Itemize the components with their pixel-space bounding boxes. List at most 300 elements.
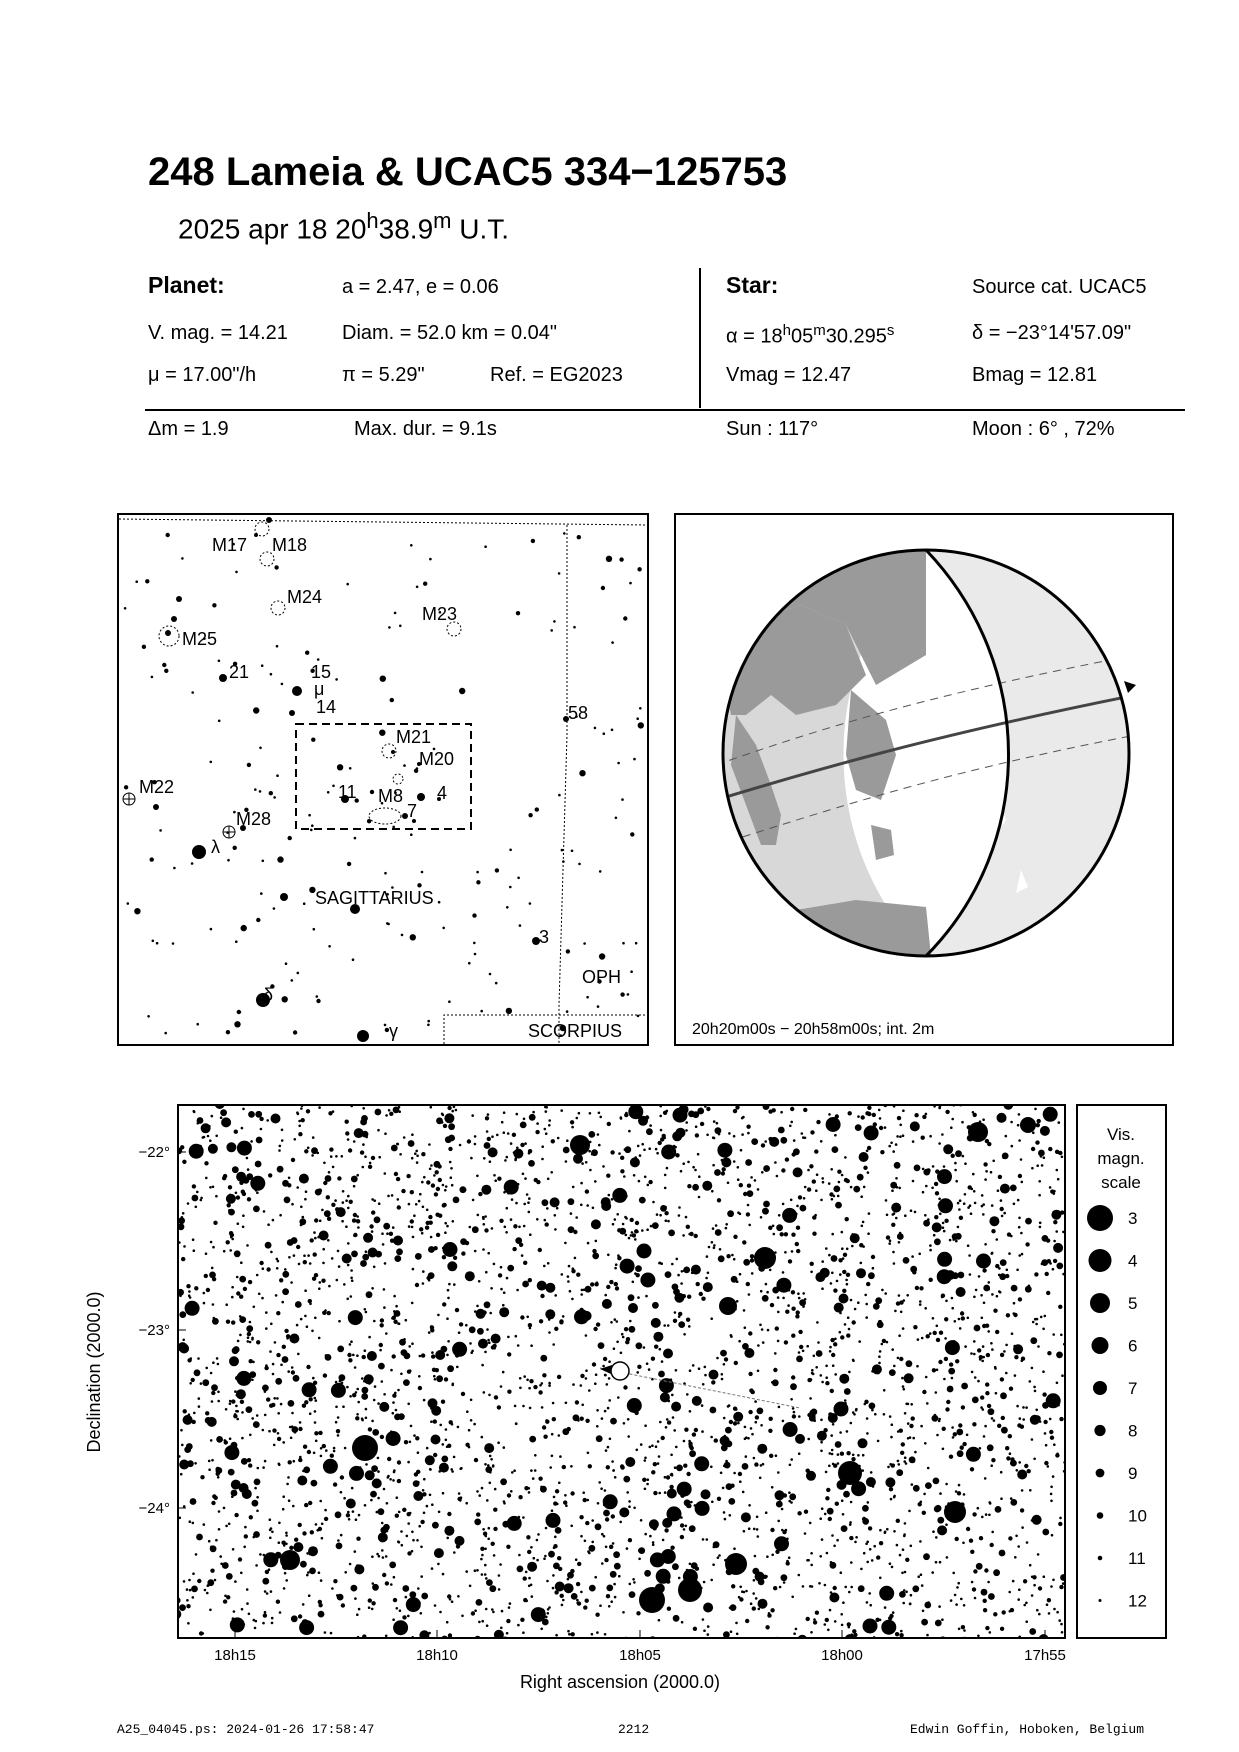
field-star (957, 1450, 964, 1457)
field-star (972, 1397, 979, 1404)
field-star (233, 1414, 237, 1418)
field-star (500, 1478, 507, 1485)
field-star (381, 1522, 384, 1525)
field-star (263, 1552, 278, 1567)
field-star (485, 1271, 488, 1274)
field-star (622, 1611, 625, 1614)
field-star (389, 1112, 393, 1116)
field-star (998, 1274, 1001, 1277)
field-star (898, 1187, 901, 1190)
finder-star (349, 767, 352, 770)
field-star (1018, 1461, 1021, 1464)
field-star (315, 1189, 322, 1196)
field-star (790, 1501, 793, 1504)
field-star (409, 1369, 412, 1372)
field-star (342, 1254, 352, 1264)
field-star (1058, 1619, 1061, 1622)
field-star (476, 1175, 479, 1178)
field-star (541, 1145, 544, 1148)
field-star (852, 1320, 856, 1324)
field-star (844, 1399, 847, 1402)
field-star (411, 1226, 414, 1229)
earth-visibility-globe (674, 513, 1174, 1046)
field-star (850, 1501, 853, 1504)
field-star (187, 1460, 194, 1467)
field-star (821, 1538, 824, 1541)
field-star (267, 1223, 270, 1226)
field-star (990, 1171, 993, 1174)
field-star (426, 1180, 430, 1184)
field-star (1059, 1517, 1062, 1520)
field-star (991, 1252, 994, 1255)
label-3: 3 (539, 927, 550, 947)
field-star (910, 1594, 913, 1597)
field-star (1030, 1337, 1037, 1344)
field-star (719, 1297, 737, 1315)
field-star (352, 1435, 378, 1461)
field-star (1001, 1215, 1004, 1218)
field-star (796, 1249, 800, 1253)
field-star (728, 1498, 735, 1505)
field-star (576, 1273, 580, 1277)
field-star (568, 1198, 575, 1205)
field-star (277, 1260, 280, 1263)
field-star (608, 1360, 611, 1363)
field-star (867, 1146, 871, 1150)
finder-star (562, 860, 565, 863)
field-star (264, 1366, 268, 1370)
field-star (1013, 1302, 1016, 1305)
field-star (539, 1384, 542, 1387)
field-star (866, 1561, 869, 1564)
field-star (816, 1120, 820, 1124)
field-star (656, 1569, 671, 1584)
moon-info: Moon : 6° , 72% (972, 418, 1115, 440)
field-star (933, 1234, 936, 1237)
field-star (240, 1400, 244, 1404)
field-star (882, 1339, 886, 1343)
field-star (778, 1127, 785, 1134)
finder-star (135, 580, 138, 583)
field-star (418, 1471, 421, 1474)
field-star (644, 1176, 647, 1179)
field-star (866, 1541, 869, 1544)
field-star (910, 1209, 913, 1212)
field-star (297, 1353, 300, 1356)
field-star (1018, 1588, 1021, 1591)
field-star (189, 1520, 192, 1523)
field-star (256, 1496, 259, 1499)
finder-star (241, 925, 247, 931)
field-star (528, 1278, 532, 1282)
field-star (542, 1425, 546, 1429)
field-star (810, 1271, 813, 1274)
field-star (548, 1551, 555, 1558)
field-star (706, 1255, 709, 1258)
field-star (985, 1382, 989, 1386)
field-star (512, 1247, 516, 1251)
field-star (200, 1197, 203, 1200)
field-star (205, 1411, 209, 1415)
field-star (337, 1434, 340, 1437)
field-star (469, 1326, 476, 1333)
field-star (609, 1438, 612, 1441)
field-star (958, 1423, 962, 1427)
field-star (333, 1579, 337, 1583)
finder-star (448, 1000, 451, 1003)
field-star (778, 1214, 781, 1217)
field-star (351, 1279, 354, 1282)
field-star (225, 1408, 228, 1411)
field-star (651, 1444, 654, 1447)
field-star (790, 1121, 793, 1124)
field-star (405, 1319, 408, 1322)
field-star (313, 1381, 317, 1385)
field-star (249, 1515, 253, 1519)
field-star (723, 1417, 726, 1420)
field-star (394, 1255, 401, 1262)
finder-star (233, 846, 237, 850)
field-star (254, 1627, 257, 1630)
field-star (211, 1384, 218, 1391)
field-star (431, 1503, 434, 1506)
field-star (365, 1408, 368, 1411)
field-star (619, 1228, 626, 1235)
field-star (633, 1174, 636, 1177)
field-star (807, 1187, 811, 1191)
field-star (197, 1357, 200, 1360)
field-star (458, 1331, 461, 1334)
field-star (237, 1340, 240, 1343)
field-star (867, 1112, 871, 1116)
finder-star (293, 1030, 297, 1034)
finder-star (218, 720, 221, 723)
field-star (966, 1527, 970, 1531)
field-star (340, 1534, 343, 1537)
field-star (528, 1197, 531, 1200)
field-star (766, 1555, 769, 1558)
field-star (608, 1377, 611, 1380)
field-star (404, 1440, 408, 1444)
field-star (1044, 1432, 1047, 1435)
field-star (206, 1288, 210, 1292)
field-star (211, 1115, 214, 1118)
field-star (418, 1601, 421, 1604)
field-star (411, 1342, 414, 1345)
field-star (299, 1218, 306, 1225)
field-star (764, 1140, 767, 1143)
field-star (581, 1162, 584, 1165)
field-star (683, 1267, 690, 1274)
field-star (935, 1191, 939, 1195)
field-star (823, 1428, 827, 1432)
field-star (278, 1149, 281, 1152)
field-star (1034, 1415, 1041, 1422)
field-star (832, 1423, 835, 1426)
finder-star (247, 763, 251, 767)
field-star (444, 1231, 447, 1234)
field-star (336, 1429, 340, 1433)
field-star (718, 1199, 721, 1202)
field-star (870, 1471, 873, 1474)
field-star (564, 1242, 567, 1245)
field-star (408, 1225, 411, 1228)
field-star (614, 1282, 618, 1286)
field-star (446, 1225, 449, 1228)
field-star (921, 1584, 924, 1587)
field-star (920, 1501, 923, 1504)
field-star (786, 1538, 789, 1541)
finder-star (620, 992, 624, 996)
field-star (229, 1356, 239, 1366)
field-star (471, 1611, 475, 1615)
field-star (347, 1207, 350, 1210)
field-star (1039, 1634, 1049, 1644)
field-star (922, 1191, 925, 1194)
field-star (756, 1516, 759, 1519)
label-m17: M17 (212, 535, 248, 555)
field-star (239, 1295, 243, 1299)
field-star (519, 1387, 522, 1390)
field-star (421, 1593, 428, 1600)
field-star (244, 1534, 248, 1538)
field-star (391, 1194, 394, 1197)
field-star (703, 1581, 706, 1584)
field-star (205, 1417, 212, 1424)
field-star (743, 1591, 746, 1594)
field-star (551, 1433, 554, 1436)
field-star (580, 1182, 583, 1185)
field-star (333, 1482, 337, 1486)
field-star (895, 1177, 898, 1180)
field-star (364, 1504, 367, 1507)
field-star (542, 1609, 545, 1612)
field-star (659, 1115, 662, 1118)
field-star (576, 1599, 579, 1602)
field-star (865, 1303, 868, 1306)
field-star (869, 1604, 872, 1607)
field-star (542, 1619, 549, 1626)
field-star (985, 1513, 988, 1516)
field-star (889, 1562, 892, 1565)
field-star (345, 1120, 349, 1124)
field-star (1034, 1390, 1037, 1393)
field-star (416, 1161, 419, 1164)
label-m28: M28 (236, 809, 272, 829)
field-star (337, 1176, 341, 1180)
finder-star (327, 791, 330, 794)
field-star (545, 1222, 549, 1226)
field-star (809, 1164, 813, 1168)
field-star (1059, 1417, 1063, 1421)
field-star (869, 1403, 876, 1410)
field-star (892, 1150, 895, 1153)
field-star (958, 1628, 961, 1631)
field-star (711, 1190, 714, 1193)
field-star (580, 1417, 584, 1421)
field-star (620, 1259, 635, 1274)
field-star (460, 1467, 463, 1470)
field-star (235, 1405, 238, 1408)
field-star (907, 1437, 910, 1440)
field-star (745, 1436, 748, 1439)
label-11: 11 (338, 782, 357, 802)
field-star (533, 1385, 537, 1389)
field-star (643, 1346, 646, 1349)
field-star (585, 1369, 588, 1372)
field-star (839, 1294, 849, 1304)
field-star (943, 1165, 946, 1168)
field-star (664, 1476, 667, 1479)
field-star (385, 1635, 388, 1638)
finder-star (611, 641, 614, 644)
field-star (375, 1109, 382, 1116)
field-star (487, 1538, 490, 1541)
field-star (456, 1366, 459, 1369)
field-star (231, 1320, 235, 1324)
field-star (325, 1354, 332, 1361)
finder-star (621, 798, 624, 801)
field-star (612, 1469, 615, 1472)
field-star (484, 1351, 487, 1354)
field-star (567, 1578, 570, 1581)
field-star (941, 1133, 944, 1136)
field-star (364, 1349, 367, 1352)
field-star (861, 1115, 865, 1119)
field-star (461, 1615, 464, 1618)
field-star (1037, 1119, 1041, 1123)
finder-star (337, 764, 343, 770)
field-star (372, 1478, 382, 1488)
field-star (721, 1445, 728, 1452)
field-star (243, 1623, 246, 1626)
field-star (903, 1589, 906, 1592)
field-star (248, 1613, 251, 1616)
field-star (1041, 1164, 1044, 1167)
field-star (251, 1417, 254, 1420)
field-star (1051, 1210, 1061, 1220)
planet-orbit: a = 2.47, e = 0.06 (342, 276, 499, 298)
field-star (349, 1200, 353, 1204)
field-star (1009, 1452, 1012, 1455)
field-star (306, 1325, 309, 1328)
field-star (954, 1594, 957, 1597)
field-star (382, 1243, 385, 1246)
finder-star (192, 845, 206, 859)
field-star (256, 1191, 259, 1194)
field-star (208, 1540, 211, 1543)
field-star (662, 1539, 665, 1542)
field-star (430, 1164, 433, 1167)
field-star (1000, 1627, 1004, 1631)
field-star (761, 1143, 765, 1147)
field-star (277, 1412, 280, 1415)
field-star (319, 1231, 329, 1241)
field-star (470, 1419, 473, 1422)
field-star (268, 1173, 272, 1177)
field-star (196, 1191, 199, 1194)
field-star (895, 1632, 899, 1636)
field-star (256, 1340, 260, 1344)
field-star (217, 1476, 220, 1479)
field-star (522, 1173, 525, 1176)
field-star (932, 1368, 936, 1372)
finder-star (282, 996, 288, 1002)
field-star (299, 1174, 309, 1184)
field-star (793, 1632, 796, 1635)
field-star (787, 1304, 790, 1307)
field-star (231, 1442, 238, 1449)
field-star (855, 1536, 858, 1539)
field-star (942, 1226, 945, 1229)
field-star (319, 1281, 322, 1284)
field-star (924, 1602, 931, 1609)
field-star (979, 1536, 983, 1540)
field-star (723, 1363, 726, 1366)
field-star (362, 1355, 365, 1358)
field-star (745, 1159, 752, 1166)
field-star (487, 1339, 490, 1342)
finder-star (370, 790, 374, 794)
field-star (574, 1309, 589, 1324)
finder-star (273, 796, 276, 799)
field-star (943, 1378, 946, 1381)
field-star (389, 1232, 393, 1236)
field-star (242, 1489, 252, 1499)
field-star (500, 1266, 503, 1269)
field-star (854, 1234, 858, 1238)
field-star (612, 1542, 615, 1545)
field-star (798, 1351, 801, 1354)
table-divider-vertical (699, 268, 701, 408)
field-star (1053, 1240, 1056, 1243)
field-star (242, 1226, 245, 1229)
field-star (1010, 1121, 1013, 1124)
field-star (340, 1491, 343, 1494)
field-star (1031, 1167, 1034, 1170)
field-star (346, 1499, 356, 1509)
field-star (481, 1487, 484, 1490)
field-star (396, 1248, 403, 1255)
field-star (760, 1424, 763, 1427)
field-star (447, 1106, 451, 1110)
motion-arrow (600, 1365, 612, 1374)
field-star (419, 1355, 422, 1358)
field-star (1047, 1598, 1051, 1602)
finder-stars (124, 517, 644, 1042)
field-star (1053, 1443, 1056, 1446)
field-star (1008, 1434, 1012, 1438)
field-star (769, 1454, 773, 1458)
field-star (315, 1440, 318, 1443)
field-star (957, 1582, 960, 1585)
field-star (824, 1623, 827, 1626)
field-star (990, 1464, 993, 1467)
field-star (576, 1117, 579, 1120)
field-star (476, 1305, 479, 1308)
field-star (548, 1119, 551, 1122)
field-star (182, 1160, 186, 1164)
field-star (646, 1228, 649, 1231)
field-star (520, 1143, 524, 1147)
label-constellation-scorpius: SCORPIUS (528, 1021, 623, 1041)
field-star (897, 1116, 901, 1120)
field-star (580, 1204, 583, 1207)
field-star (801, 1132, 804, 1135)
field-star (539, 1319, 543, 1323)
field-star (324, 1509, 327, 1512)
field-star (921, 1337, 924, 1340)
